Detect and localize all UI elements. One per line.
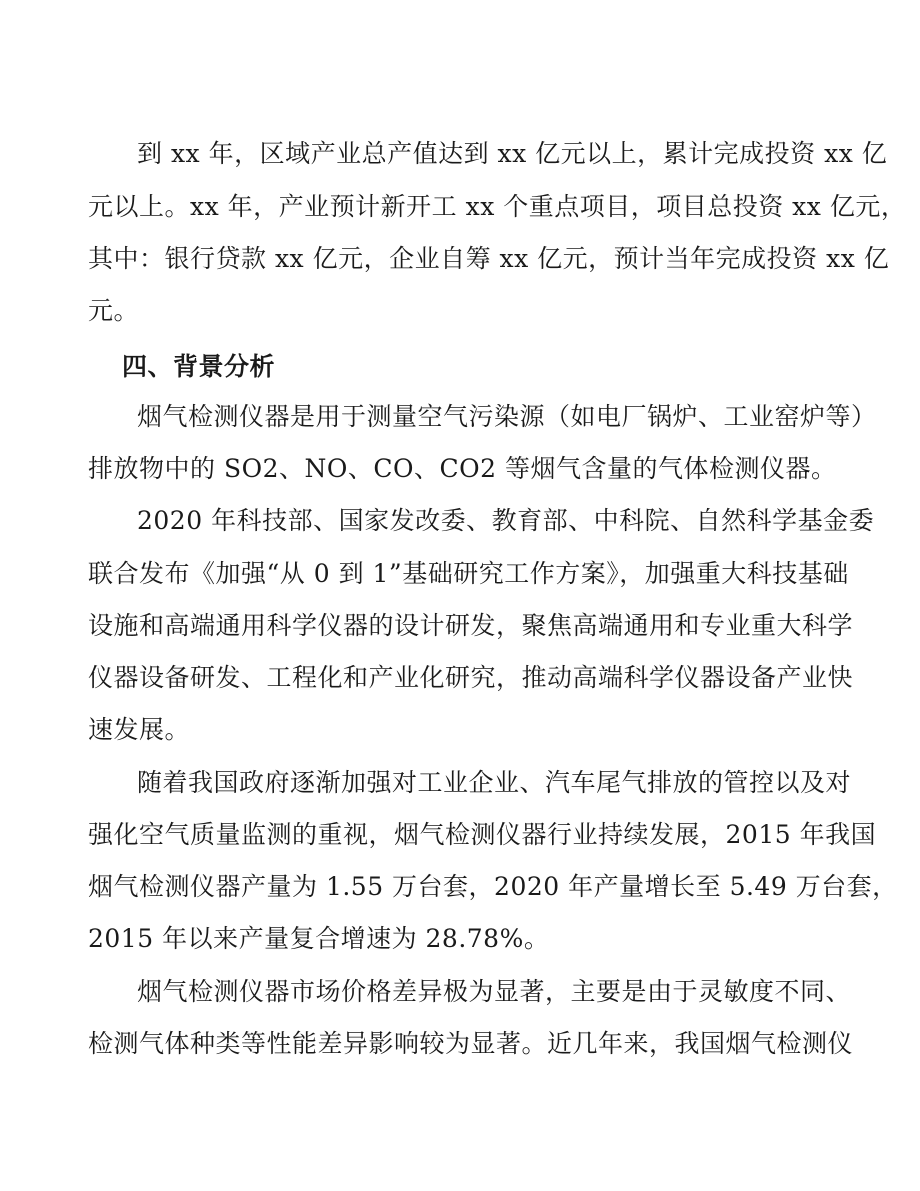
paragraph-1-line-3: 其中：银行贷款 xx 亿元，企业自筹 xx 亿元，预计当年完成投资 xx 亿 xyxy=(88,244,890,273)
section-heading: 四、背景分析 xyxy=(122,352,276,381)
paragraph-4-line-1: 随着我国政府逐渐加强对工业企业、汽车尾气排放的管控以及对 xyxy=(137,768,852,797)
paragraph-3-line-1: 2020 年科技部、国家发改委、教育部、中科院、自然科学基金委 xyxy=(137,506,875,535)
paragraph-1-line-2: 元以上。xx 年，产业预计新开工 xx 个重点项目，项目总投资 xx 亿元， xyxy=(88,192,907,221)
paragraph-4-line-4: 2015 年以来产量复合增速为 28.78%。 xyxy=(88,924,550,953)
paragraph-3-line-3: 设施和高端通用科学仪器的设计研发，聚焦高端通用和专业重大科学 xyxy=(88,611,854,640)
paragraph-4-line-2: 强化空气质量监测的重视，烟气检测仪器行业持续发展，2015 年我国 xyxy=(88,820,877,849)
paragraph-3-line-2: 联合发布《加强“从 0 到 1”基础研究工作方案》，加强重大科技基础 xyxy=(88,559,849,588)
paragraph-5-line-1: 烟气检测仪器市场价格差异极为显著，主要是由于灵敏度不同、 xyxy=(137,977,852,1006)
paragraph-2-line-2: 排放物中的 SO2、NO、CO、CO2 等烟气含量的气体检测仪器。 xyxy=(88,454,837,483)
paragraph-5-line-2: 检测气体种类等性能差异影响较为显著。近几年来，我国烟气检测仪 xyxy=(88,1029,854,1058)
paragraph-2-line-1: 烟气检测仪器是用于测量空气污染源（如电厂锅炉、工业窑炉等） xyxy=(137,402,877,431)
paragraph-1-line-4: 元。 xyxy=(88,296,140,325)
paragraph-3-line-4: 仪器设备研发、工程化和产业化研究，推动高端科学仪器设备产业快 xyxy=(88,663,854,692)
paragraph-4-line-3: 烟气检测仪器产量为 1.55 万台套，2020 年产量增长至 5.49 万台套， xyxy=(88,872,898,901)
paragraph-1-line-1: 到 xx 年，区域产业总产值达到 xx 亿元以上，累计完成投资 xx 亿 xyxy=(137,139,888,168)
paragraph-3-line-5: 速发展。 xyxy=(88,715,191,744)
